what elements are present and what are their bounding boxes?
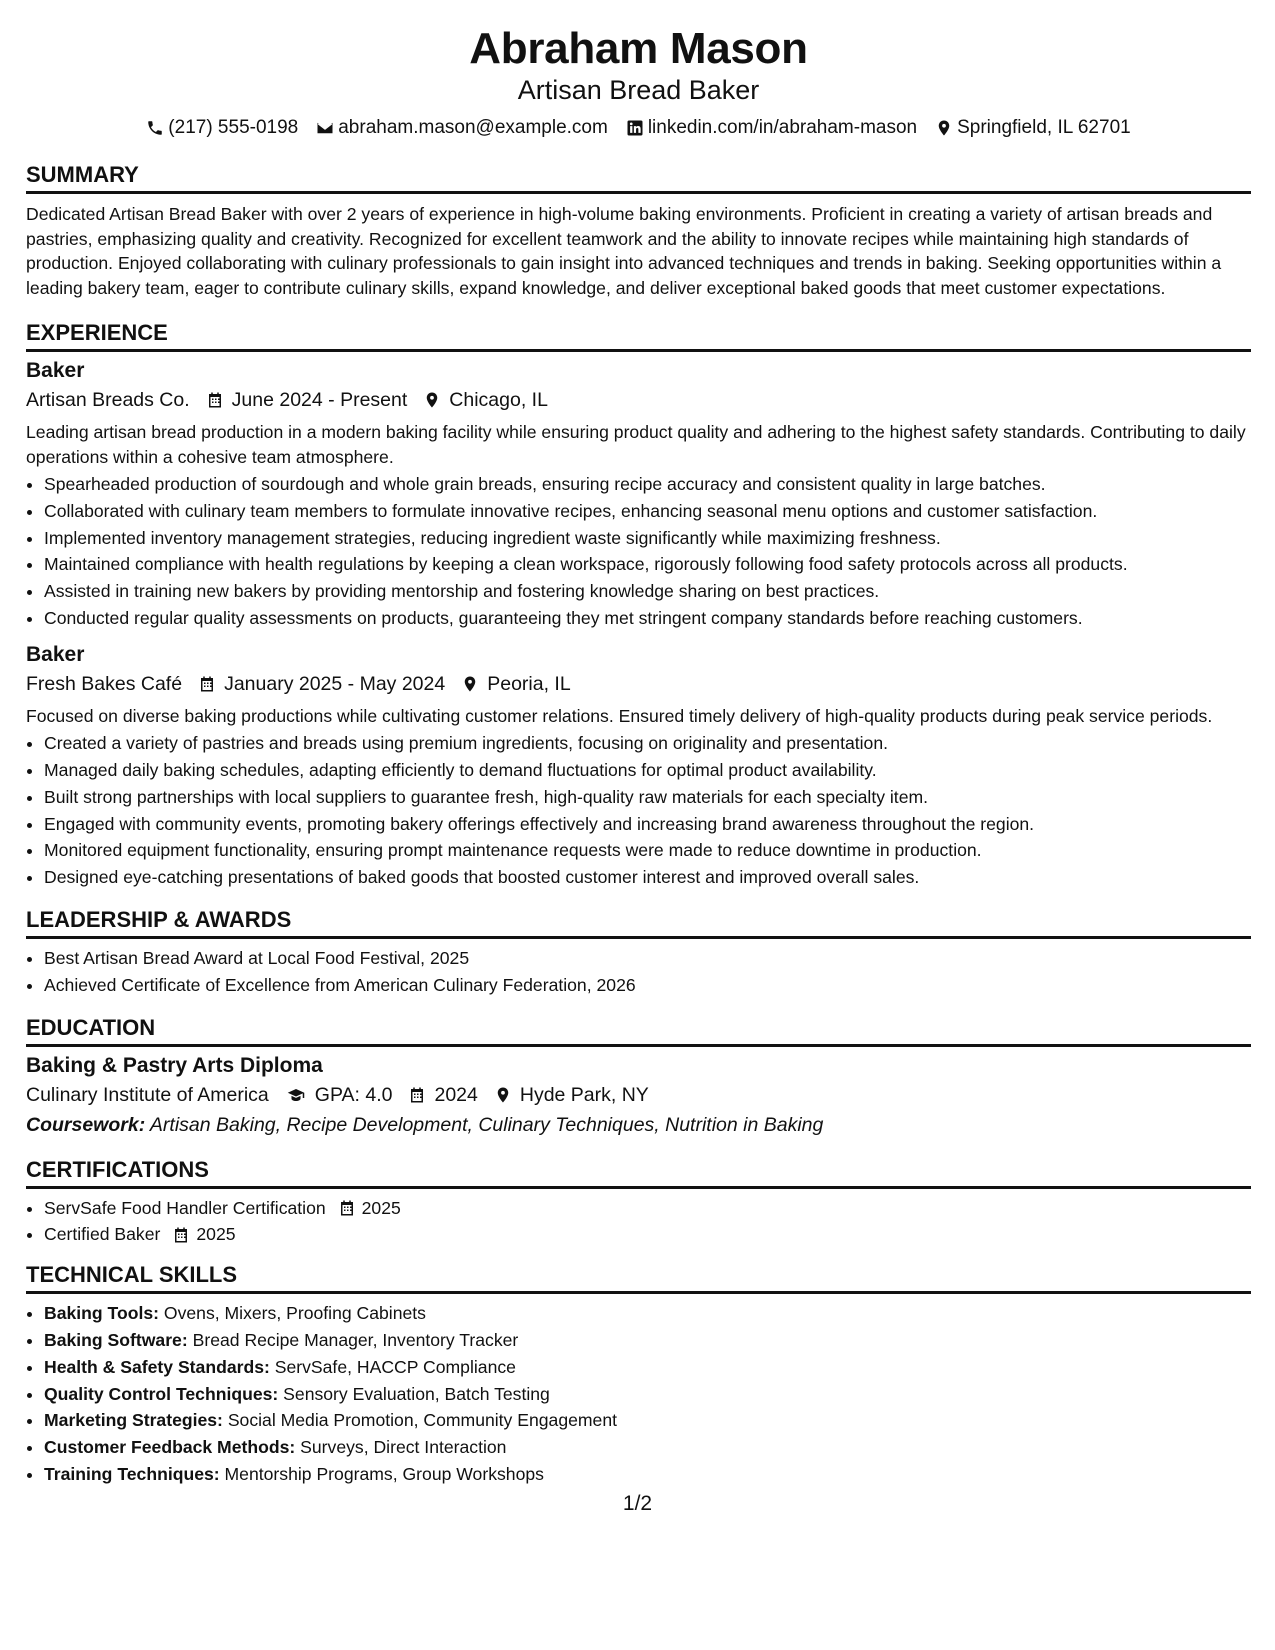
map-pin-icon xyxy=(423,391,441,409)
contact-location xyxy=(935,116,1131,140)
resume-page xyxy=(26,0,1251,1488)
cert-name: • ServSafe Food Handler Certification xyxy=(44,1197,326,1218)
cert-year: 2025 xyxy=(361,1197,401,1218)
gpa: GPA: 4.0 xyxy=(314,1083,393,1106)
list-item: • Assisted in training new bakers by providing mentorship and fostering knowledge sharing on best practices. xyxy=(44,578,1251,605)
school-name: Culinary Institute of America xyxy=(26,1083,269,1106)
cert-name: • Certified Baker xyxy=(44,1224,161,1245)
skill-label: Health & Safety Standards: xyxy=(44,1356,270,1377)
list-item xyxy=(44,1354,1251,1381)
linkedin-icon xyxy=(626,119,644,137)
list-item: • Created a variety of pastries and breads using premium ingredients, focusing on originality and presentation. xyxy=(44,730,1251,757)
cert-year: 2025 xyxy=(196,1224,236,1245)
list-item xyxy=(44,1300,1251,1327)
candidate-role: Artisan Bread Baker xyxy=(517,75,760,105)
calendar-icon xyxy=(172,1226,190,1244)
list-item: • Achieved Certificate of Excellence from American Culinary Federation, 2026 xyxy=(44,972,1251,999)
certifications-heading: CERTIFICATIONS xyxy=(26,1157,1251,1189)
skill-label: Training Techniques: xyxy=(44,1464,220,1485)
skills-heading: TECHNICAL SKILLS xyxy=(26,1262,1251,1294)
skill-value: Surveys, Direct Interaction xyxy=(300,1437,507,1458)
list-item xyxy=(44,1221,1251,1248)
list-item: • Built strong partnerships with local suppliers to guarantee fresh, high-quality raw materials for each specialty item. xyxy=(44,784,1251,811)
resume-header xyxy=(26,24,1251,140)
skills-list xyxy=(26,1300,1251,1488)
calendar-icon xyxy=(408,1086,426,1104)
candidate-name: Abraham Mason xyxy=(469,24,808,73)
skill-label: Marketing Strategies: xyxy=(44,1410,223,1431)
school-location: Hyde Park, NY xyxy=(519,1083,649,1106)
phone-text: (217) 555-0198 xyxy=(168,117,299,138)
job-company: Artisan Breads Co. xyxy=(26,389,190,411)
graduation-year: 2024 xyxy=(434,1083,478,1106)
skill-value: Ovens, Mixers, Proofing Cabinets xyxy=(163,1303,426,1324)
list-item xyxy=(44,1327,1251,1354)
job-entry xyxy=(26,358,1251,632)
list-item xyxy=(44,1195,1251,1222)
job-bullets xyxy=(26,730,1251,891)
contact-email[interactable] xyxy=(316,116,608,140)
job-dates: January 2025 - May 2024 xyxy=(224,672,446,695)
skill-label: Baking Software: xyxy=(44,1330,188,1351)
contact-phone[interactable] xyxy=(146,116,298,140)
summary-text: Dedicated Artisan Bread Baker with over 2 years of experience in high-volume baking environments. Proficient in creating a variety of artisan breads and pastries, emphasizing quality and creativity. Recognized for excellent teamwork and the ability to innovate recipes while maintaining high standards of production. Enjoyed collaborating with culinary professionals to gain insight into advanced techniques and trends in baking. Seeking opportunities within a leading bakery team, eager to contribute culinary skills, expand knowledge, and deliver exceptional baked goods that meet customer expectations. xyxy=(26,204,1222,298)
list-item: • Spearheaded production of sourdough and whole grain breads, ensuring recipe accuracy and consistent quality in large batches. xyxy=(44,471,1251,498)
job-title: Baker xyxy=(26,359,85,382)
linkedin-text: linkedin.com/in/abraham-mason xyxy=(647,117,918,138)
calendar-icon xyxy=(206,391,224,409)
job-location: Peoria, IL xyxy=(487,672,571,695)
list-item xyxy=(44,1381,1251,1408)
contact-linkedin[interactable] xyxy=(626,116,917,140)
job-description: Leading artisan bread production in a modern baking facility while ensuring product quality and adhering to the highest safety standards. Contributing to daily operations within a cohesive team atmosphere. xyxy=(26,422,1246,467)
awards-list xyxy=(26,945,1251,999)
job-meta xyxy=(26,670,1251,698)
list-item: • Best Artisan Bread Award at Local Food Festival, 2025 xyxy=(44,945,1251,972)
calendar-icon xyxy=(198,675,216,693)
graduation-cap-icon xyxy=(285,1086,307,1104)
degree-title: Baking & Pastry Arts Diploma xyxy=(26,1053,323,1077)
page-number: 1/2 xyxy=(622,1492,653,1515)
experience-heading: EXPERIENCE xyxy=(26,320,1251,352)
coursework-text: Artisan Baking, Recipe Development, Culinary Techniques, Nutrition in Baking xyxy=(149,1113,824,1136)
map-pin-icon xyxy=(461,675,479,693)
job-company: Fresh Bakes Café xyxy=(26,672,183,695)
list-item xyxy=(44,1461,1251,1488)
list-item: • Monitored equipment functionality, ensuring prompt maintenance requests were made to reduce downtime in production. xyxy=(44,837,1251,864)
location-text: Springfield, IL 62701 xyxy=(957,117,1131,138)
skill-label: Baking Tools: xyxy=(44,1303,160,1324)
certifications-list xyxy=(26,1195,1251,1249)
job-title: Baker xyxy=(26,642,85,666)
coursework xyxy=(26,1111,1251,1139)
job-dates: June 2024 - Present xyxy=(231,389,408,411)
job-location: Chicago, IL xyxy=(449,389,548,411)
list-item: • Managed daily baking schedules, adapting efficiently to demand fluctuations for optimal product availability. xyxy=(44,757,1251,784)
skill-label: Customer Feedback Methods: xyxy=(44,1437,296,1458)
skill-value: Bread Recipe Manager, Inventory Tracker xyxy=(192,1330,519,1351)
skill-value: Mentorship Programs, Group Workshops xyxy=(224,1464,544,1485)
list-item: • Implemented inventory management strategies, reducing ingredient waste significantly while maximizing freshness. xyxy=(44,525,1251,552)
map-pin-icon xyxy=(935,119,953,137)
skill-value: Sensory Evaluation, Batch Testing xyxy=(283,1383,550,1404)
list-item: • Engaged with community events, promoting bakery offerings effectively and increasing brand awareness throughout the region. xyxy=(44,811,1251,838)
envelope-icon xyxy=(316,119,334,137)
skill-value: ServSafe, HACCP Compliance xyxy=(274,1356,516,1377)
phone-icon xyxy=(146,119,164,137)
list-item: • Maintained compliance with health regulations by keeping a clean workspace, rigorously following food safety protocols across all products. xyxy=(44,551,1251,578)
job-bullets xyxy=(26,471,1251,632)
education-heading: EDUCATION xyxy=(26,1015,1251,1047)
list-item: • Collaborated with culinary team members to formulate innovative recipes, enhancing seasonal menu options and customer satisfaction. xyxy=(44,498,1251,525)
contact-bar xyxy=(26,116,1251,140)
email-text: abraham.mason@example.com xyxy=(338,117,608,138)
list-item xyxy=(44,1407,1251,1434)
list-item: • Conducted regular quality assessments on products, guaranteeing they met stringent company standards before reaching customers. xyxy=(44,605,1251,632)
list-item xyxy=(44,1434,1251,1461)
skill-label: Quality Control Techniques: xyxy=(44,1383,279,1404)
awards-heading: LEADERSHIP & AWARDS xyxy=(26,907,1251,939)
education-meta xyxy=(26,1081,1251,1109)
skill-value: Social Media Promotion, Community Engagement xyxy=(227,1410,618,1431)
list-item: • Designed eye-catching presentations of baked goods that boosted customer interest and improved overall sales. xyxy=(44,864,1251,891)
job-entry xyxy=(26,642,1251,891)
coursework-label: Coursework: xyxy=(26,1113,146,1136)
calendar-icon xyxy=(338,1199,356,1217)
map-pin-icon xyxy=(494,1086,512,1104)
job-description: Focused on diverse baking productions while cultivating customer relations. Ensured timely delivery of high-quality products during peak service periods. xyxy=(26,705,1213,726)
job-meta xyxy=(26,386,1251,414)
summary-heading: SUMMARY xyxy=(26,162,1251,194)
